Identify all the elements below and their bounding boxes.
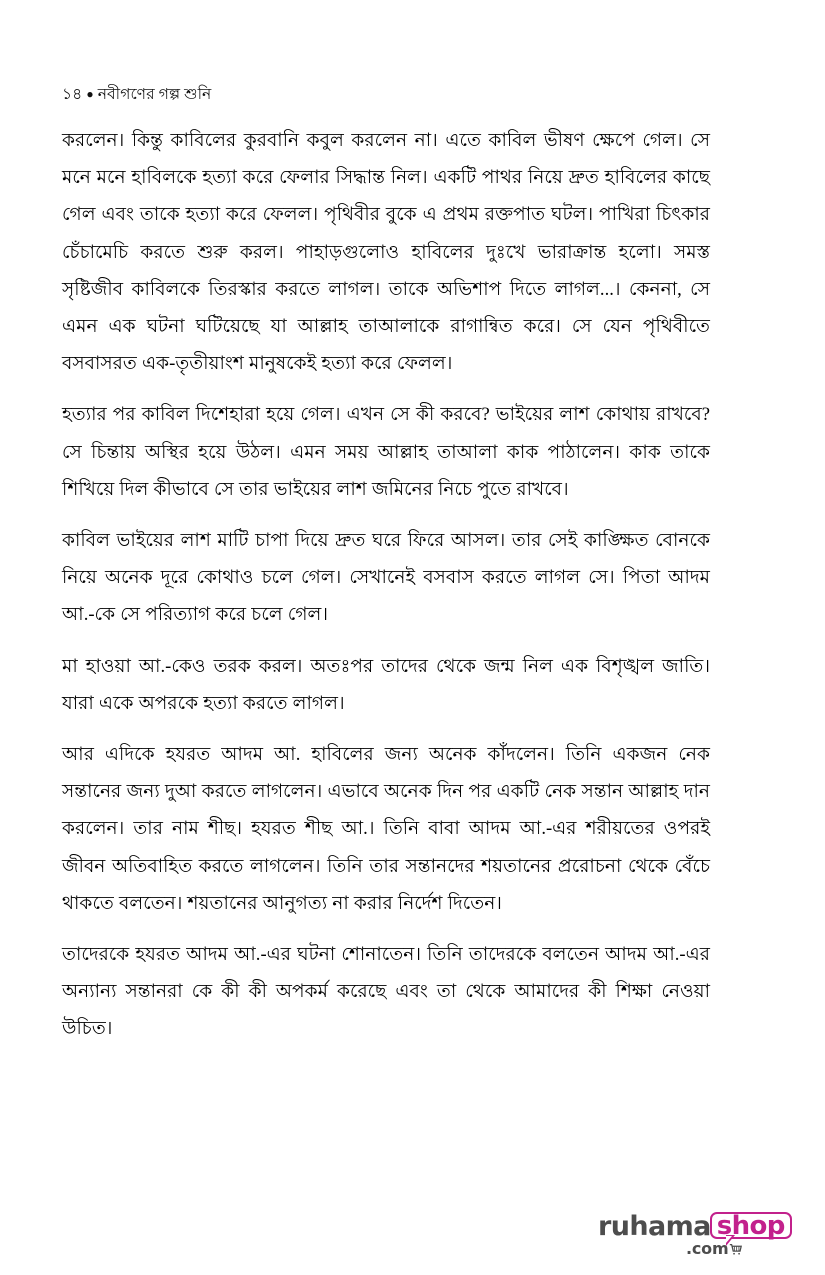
running-header <box>62 84 710 105</box>
body-paragraph: আর এদিকে হযরত আদম আ. হাবিলের জন্য অনেক কাঁদলেন। তিনি একজন নেক সন্তানের জন্য দুআ করতে লাগলেন। এভাবে অনেক দিন পর একটি নেক সন্তান আল্লাহ দান করলেন। তার নাম শীছ। হযরত শীছ আ.। তিনি বাবা আদম আ.-এর শরীয়তের ওপরই জীবন অতিবাহিত করতে লাগলেন। তিনি তার সন্তানদের শয়তানের প্ররোচনা থেকে বেঁচে থাকতে বলতেন। শয়তানের আনুগত্য না করার নির্দেশ দিতেন। <box>62 744 710 914</box>
body-paragraph: হত্যার পর কাবিল দিশেহারা হয়ে গেল। এখন সে কী করবে? ভাইয়ের লাশ কোথায় রাখবে? সে চিন্তায় অস্থির হয়ে উঠল। এমন সময় আল্লাহ তাআলা কাক পাঠালেন। কাক তাকে শিখিয়ে দিল কীভাবে সে তার ভাইয়ের লাশ জমিনের নিচে পুতে রাখবে। <box>62 404 710 500</box>
page-content <box>62 84 710 1048</box>
watermark-bubble <box>710 1212 792 1239</box>
watermark-brand-accent: shop <box>716 1210 785 1241</box>
body-paragraph: কাবিল ভাইয়ের লাশ মাটি চাপা দিয়ে দ্রুত ঘরে ফিরে আসল। তার সেই কাঙ্ক্ষিত বোনকে নিয়ে অনেক দূরে কোথাও চলে গেল। সেখানেই বসবাস করতে লাগল সে। পিতা আদম আ.-কে সে পরিত্যাগ করে চলে গেল। <box>62 530 710 626</box>
body-paragraph: করলেন। কিন্তু কাবিলের কুরবানি কবুল করলেন না। এতে কাবিল ভীষণ ক্ষেপে গেল। সে মনে মনে হাবিলকে হত্যা করে ফেলার সিদ্ধান্ত নিল। একটি পাথর নিয়ে দ্রুত হাবিলের কাছে গেল এবং তাকে হত্যা করে ফেলল। পৃথিবীর বুকে এ প্রথম রক্তপাত ঘটল। পাখিরা চিৎকার চেঁচামেচি করতে শুরু করল। পাহাড়গুলোও হাবিলের দুঃখে ভারাক্রান্ত হলো। সমস্ত সৃষ্টিজীব কাবিলকে তিরস্কার করতে লাগল। তাকে অভিশাপ দিতে লাগল...। কেননা, সে এমন এক ঘটনা ঘটিয়েছে যা আল্লাহ তাআলাকে রাগান্বিত করে। সে যেন পৃথিবীতে বসবাসরত এক-তৃতীয়াংশ মানুষকেই হত্যা করে ফেলল। <box>62 130 710 375</box>
body-paragraph: তাদেরকে হযরত আদম আ.-এর ঘটনা শোনাতেন। তিনি তাদেরকে বলতেন আদম আ.-এর অন্যান্য সন্তানরা কে কী কী অপকর্ম করেছে এবং তা থেকে আমাদের কী শিক্ষা নেওয়া উচিত। <box>62 944 710 1040</box>
body-paragraph: মা হাওয়া আ.-কেও তরক করল। অতঃপর তাদের থেকে জন্ম নিল এক বিশৃঙ্খল জাতি। যারা একে অপরকে হত্যা করতে লাগল। <box>62 655 710 714</box>
page-number: ১৪ <box>62 86 83 103</box>
watermark-tld: .com <box>686 1239 729 1258</box>
book-title: নবীগণের গল্প শুনি <box>97 86 212 103</box>
watermark-wordmark <box>598 1210 785 1242</box>
header-bullet-icon: ● <box>86 87 94 101</box>
watermark-tld-row <box>686 1240 742 1257</box>
watermark-logo <box>598 1210 785 1268</box>
shopping-cart-icon <box>729 1243 742 1256</box>
watermark-brand-primary: ruhama <box>598 1211 711 1242</box>
